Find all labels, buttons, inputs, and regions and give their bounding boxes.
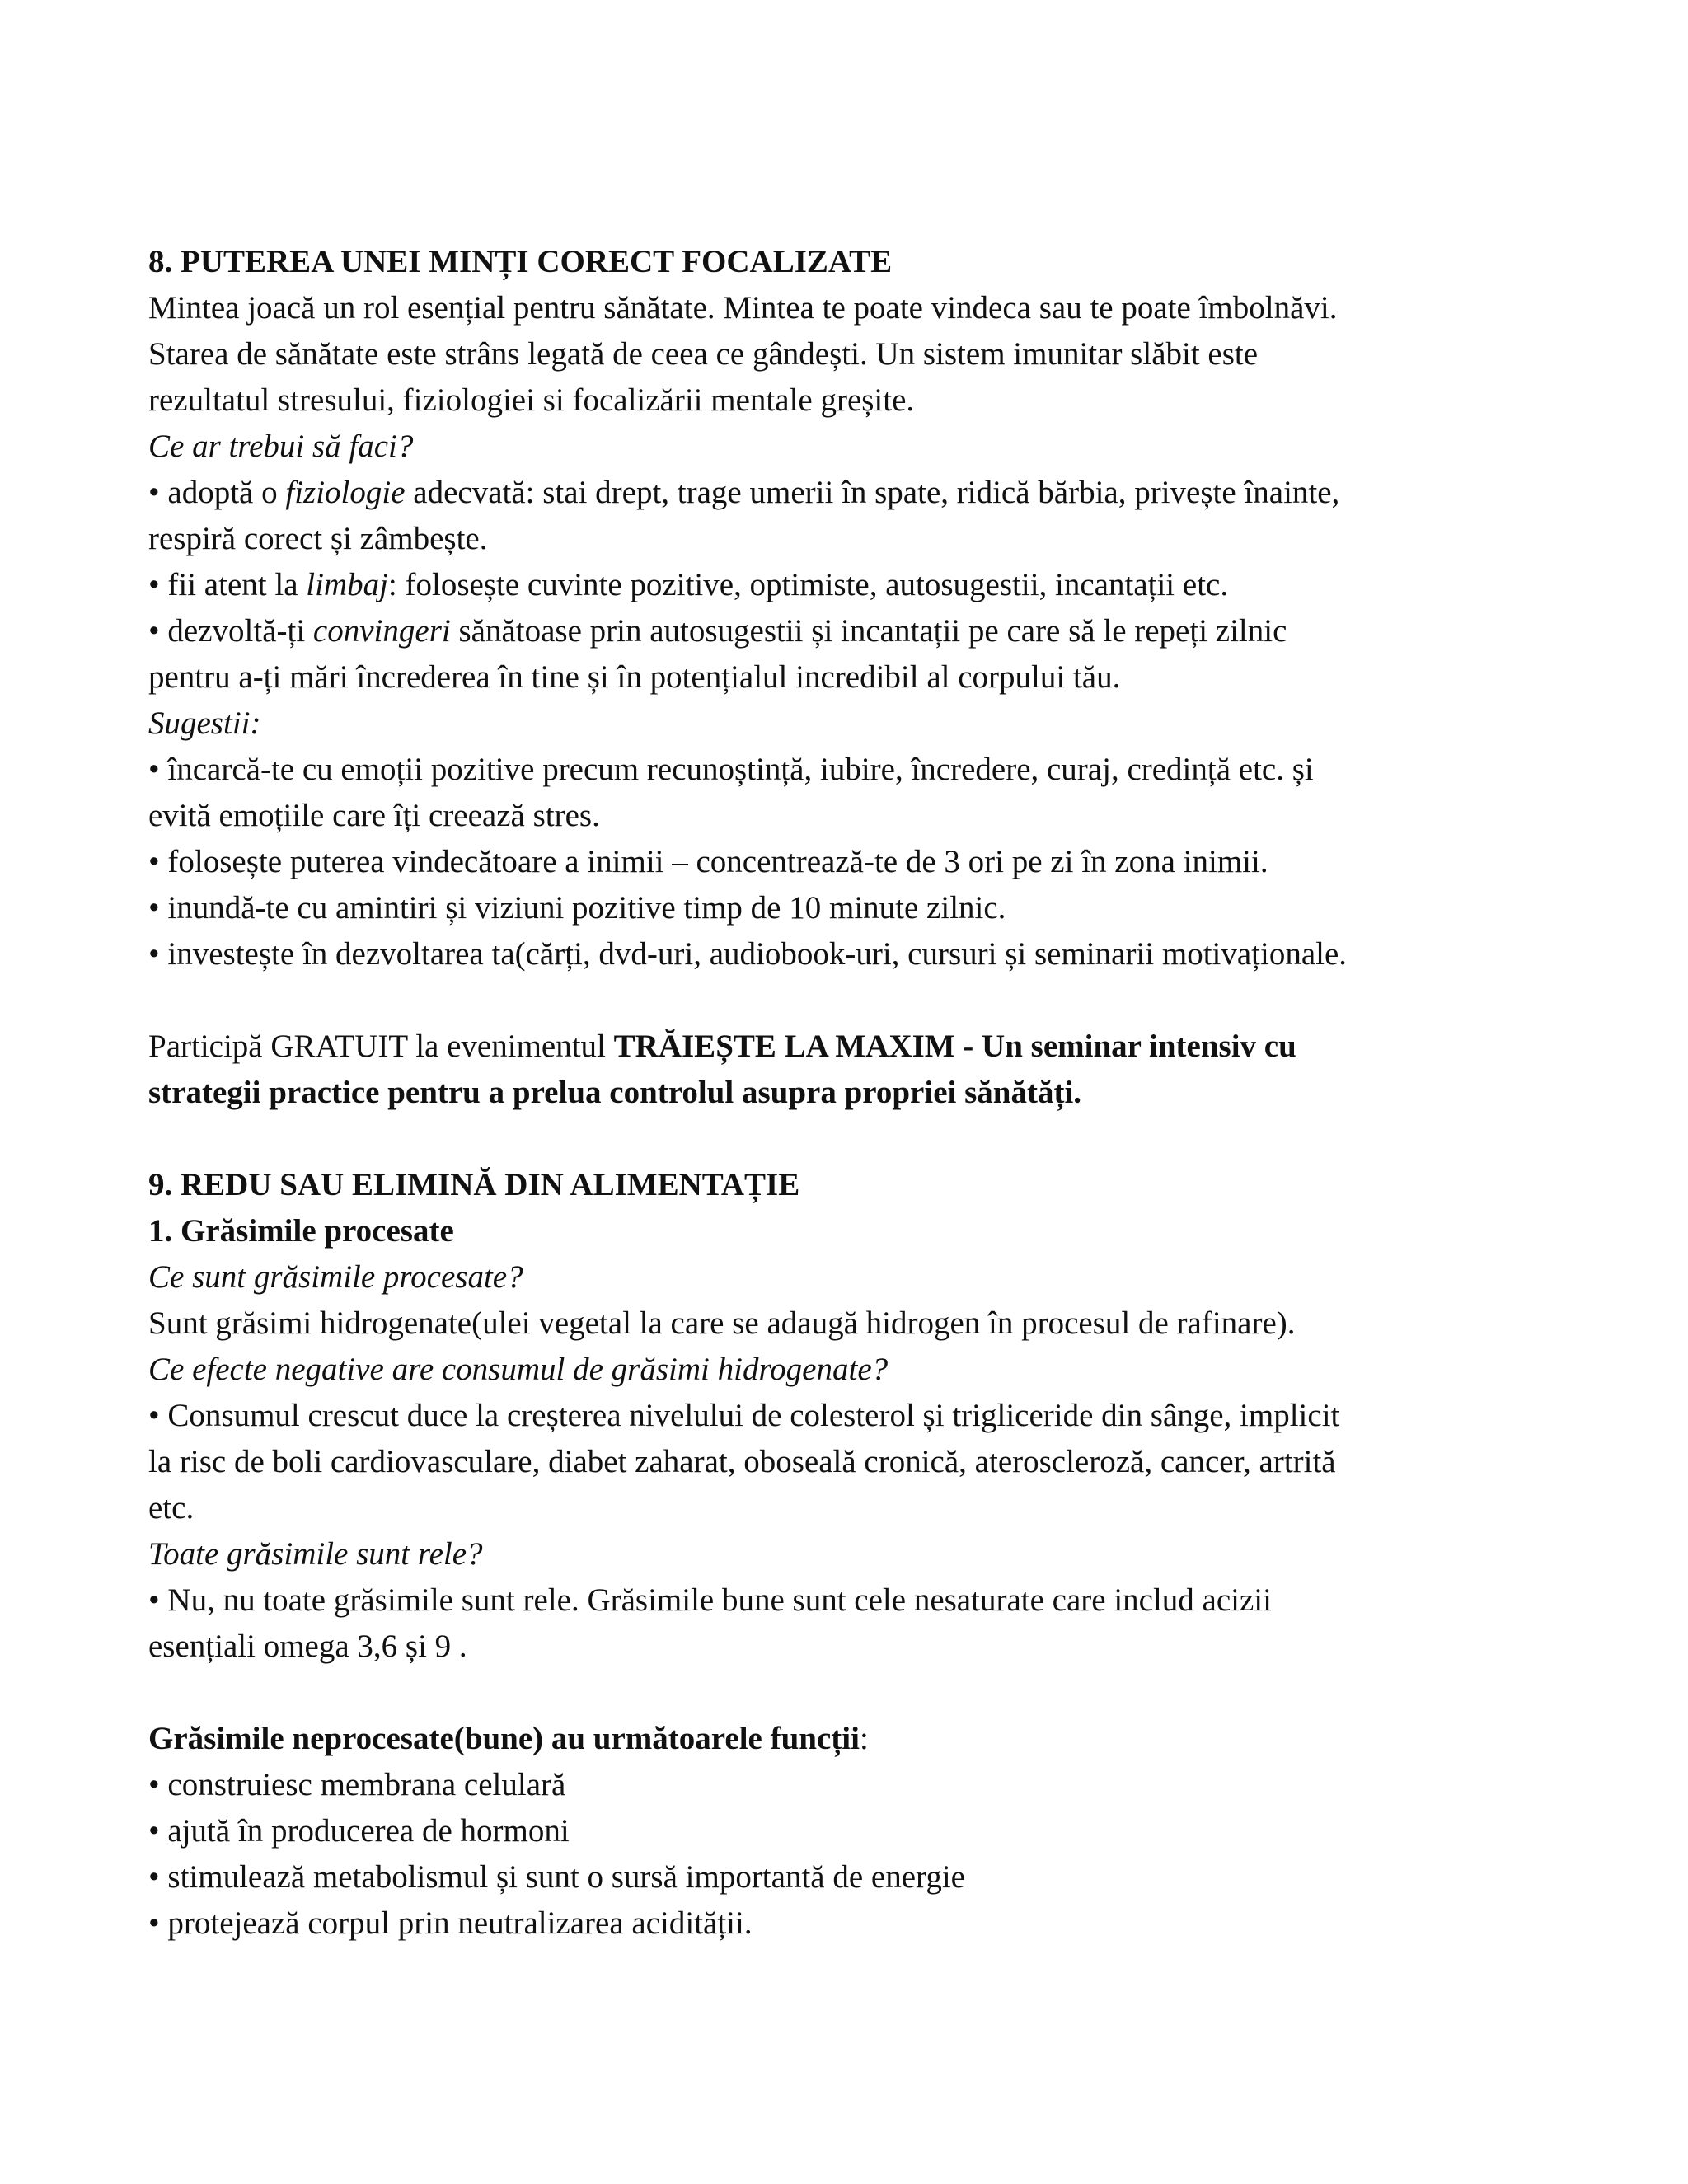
section-9-subheading: 1. Grăsimile procesate — [148, 1213, 454, 1249]
answer-negative-effects-line-2: la risc de boli cardiovasculare, diabet zaharat, oboseală cronică, ateroscleroză, cancer, artrită — [148, 1444, 1336, 1479]
section-9-heading: 9. REDU SAU ELIMINĂ DIN ALIMENTAȚIE — [148, 1167, 800, 1202]
suggestion-emotions-continued: evită emoțiile care îți creează stres. — [148, 798, 600, 833]
answer-all-fats-bad-line-2: esențiali omega 3,6 și 9 . — [148, 1629, 467, 1664]
question-negative-effects: Ce efecte negative are consumul de grăsimi hidrogenate? — [148, 1352, 889, 1387]
bullet-physiology — [148, 470, 1624, 516]
spacer — [148, 1670, 1624, 1716]
answer-all-fats-bad-line-1: • Nu, nu toate grăsimile sunt rele. Grăsimile bune sunt cele nesaturate care includ acizii — [148, 1582, 1272, 1618]
suggestion-heart: • folosește puterea vindecătoare a inimii – concentrează-te de 3 ori pe zi în zona inimii. — [148, 844, 1268, 879]
bullet-language-post: : folosește cuvinte pozitive, optimiste, autosugestii, incantații etc. — [387, 567, 1229, 602]
bullet-beliefs-term: convingeri — [312, 613, 451, 649]
function-item: • ajută în producerea de hormoni — [148, 1813, 570, 1849]
section-8-intro-line-2: Starea de sănătate este strâns legată de ceea ce gândești. Un sistem imunitar slăbit este — [148, 336, 1259, 372]
functions-heading: Grăsimile neprocesate(bune) au următoarele funcții — [148, 1721, 860, 1756]
bullet-beliefs-pre: • dezvoltă-ți — [148, 613, 313, 649]
event-line-1 — [148, 1024, 1624, 1070]
bullet-physiology-pre: • adoptă o — [148, 475, 286, 510]
answer-negative-effects-line-1: • Consumul crescut duce la creșterea nivelului de colesterol și trigliceride din sânge, implicit — [148, 1398, 1340, 1433]
function-item: • construiesc membrana celulară — [148, 1767, 566, 1802]
suggestion-emotions: • încarcă-te cu emoții pozitive precum recunoștință, iubire, încredere, curaj, credință etc. și — [148, 752, 1314, 787]
spacer — [148, 1116, 1624, 1162]
section-8-intro-line-1: Mintea joacă un rol esențial pentru sănătate. Mintea te poate vindeca sau te poate îmbolnăvi. — [148, 290, 1338, 326]
bullet-beliefs-post: sănătoase prin autosugestii și incantații pe care să le repeți zilnic — [450, 613, 1287, 649]
event-title: TRĂIEȘTE LA MAXIM - Un seminar intensiv cu — [613, 1029, 1296, 1064]
bullet-physiology-term: fiziologie — [285, 475, 406, 510]
section-8-heading: 8. PUTEREA UNEI MINȚI CORECT FOCALIZATE — [148, 244, 893, 279]
bullet-language-term: limbaj — [306, 567, 388, 602]
suggestion-development: • investește în dezvoltarea ta(cărți, dvd-uri, audiobook-uri, cursuri și seminarii motivaționale. — [148, 936, 1348, 972]
question-processed-fats: Ce sunt grăsimile procesate? — [148, 1259, 523, 1295]
section-8-question: Ce ar trebui să faci? — [148, 429, 414, 464]
bullet-beliefs — [148, 608, 1624, 654]
answer-processed-fats: Sunt grăsimi hidrogenate(ulei vegetal la care se adaugă hidrogen în procesul de rafinare). — [148, 1305, 1296, 1341]
bullet-language — [148, 562, 1624, 608]
question-all-fats-bad: Toate grăsimile sunt rele? — [148, 1536, 483, 1572]
event-line-2: strategii practice pentru a prelua controlul asupra propriei sănătăți. — [148, 1075, 1082, 1110]
section-8-intro-line-3: rezultatul stresului, fiziologiei si focalizării mentale greșite. — [148, 382, 915, 418]
answer-negative-effects-line-3: etc. — [148, 1490, 195, 1526]
event-intro: Participă GRATUIT la evenimentul — [148, 1029, 614, 1064]
document-body — [148, 239, 1624, 1947]
functions-heading-line — [148, 1716, 1624, 1762]
spacer — [148, 977, 1624, 1024]
bullet-language-pre: • fii atent la — [148, 567, 307, 602]
bullet-physiology-post: adecvată: stai drept, trage umerii în spate, ridică bărbia, privește înainte, — [405, 475, 1340, 510]
function-item: • protejează corpul prin neutralizarea acidității. — [148, 1905, 753, 1941]
suggestion-memories: • inundă-te cu amintiri și viziuni pozitive timp de 10 minute zilnic. — [148, 890, 1006, 926]
suggestions-label: Sugestii: — [148, 705, 261, 741]
functions-heading-colon: : — [859, 1721, 869, 1756]
bullet-beliefs-continued: pentru a-ți mări încrederea în tine și în potențialul incredibil al corpului tău. — [148, 659, 1121, 695]
function-item: • stimulează metabolismul și sunt o sursă importantă de energie — [148, 1859, 965, 1895]
bullet-physiology-continued: respiră corect și zâmbește. — [148, 521, 488, 556]
